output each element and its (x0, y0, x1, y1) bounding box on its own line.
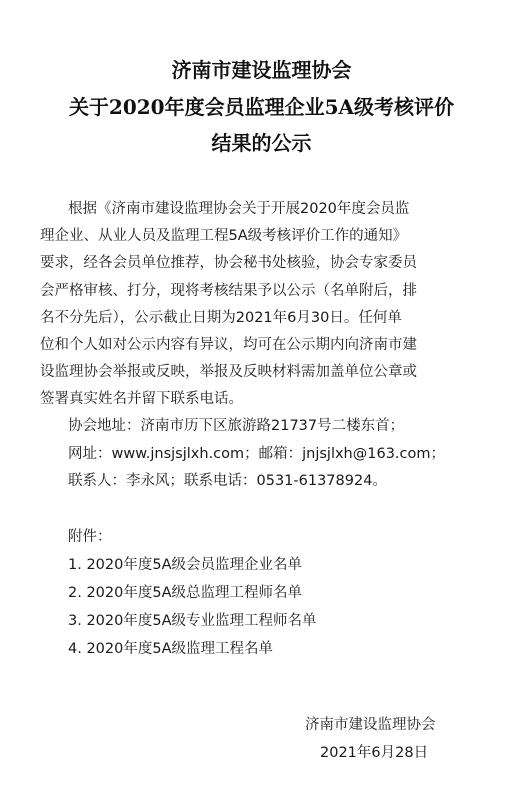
attachment-item: 3. 2020年度5A级专业监理工程师名单 (68, 613, 317, 629)
paragraph-line: 签署真实姓名并留下联系电话。 (40, 391, 243, 407)
attachment-item: 2. 2020年度5A级总监理工程师名单 (68, 585, 302, 601)
contact-person-phone: 联系人：李永风；联系电话：0531-61378924。 (68, 473, 387, 489)
attachment-item: 4. 2020年度5A级监理工程名单 (68, 641, 273, 657)
paragraph-line: 根据《济南市建设监理协会关于开展2020年度会员监 (68, 201, 410, 217)
paragraph-line: 要求，经各会员单位推荐，协会秘书处核验，协会专家委员 (40, 255, 417, 271)
title-line-2: 关于2020年度会员监理企业5A级考核评价 (68, 95, 455, 119)
paragraph-line: 名不分先后），公示截止日期为2021年6月30日。任何单 (40, 310, 402, 326)
signature-date: 2021年6月28日 (320, 745, 429, 761)
title-line-1: 济南市建设监理协会 (171, 58, 352, 82)
signature-organization: 济南市建设监理协会 (305, 717, 436, 733)
attachment-item: 1. 2020年度5A级会员监理企业名单 (68, 557, 302, 573)
title-line-3: 结果的公示 (211, 131, 312, 155)
paragraph-line: 理企业、从业人员及监理工程5A级考核评价工作的通知》 (40, 228, 408, 244)
paragraph-line: 会严格审核、打分，现将考核结果予以公示（名单附后，排 (40, 283, 417, 299)
paragraph-line: 设监理协会举报或反映，举报及反映材料需加盖单位公章或 (40, 364, 417, 380)
contact-website-email: 网址：www.jnsjsjlxh.com；邮箱：jnjsjlxh@163.com； (68, 446, 445, 462)
contact-address: 协会地址：济南市历下区旅游路21737号二楼东首； (68, 418, 405, 434)
attachments-label: 附件： (68, 529, 112, 545)
paragraph-line: 位和个人如对公示内容有异议，均可在公示期内向济南市建 (40, 337, 417, 353)
